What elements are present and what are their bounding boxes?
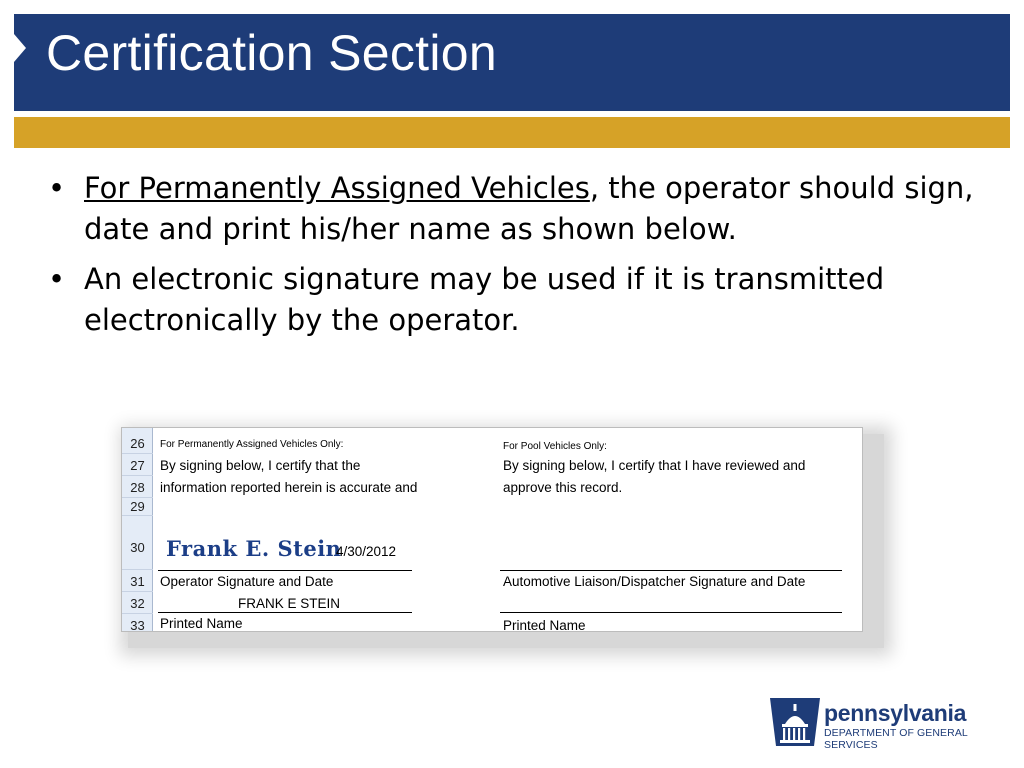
dispatcher-signature-line [500,570,842,571]
bullet-text: An electronic signature may be used if it is transmitted electronically by the operator. [84,262,885,337]
slide-title: Certification Section [46,25,497,81]
accent-bar [14,117,1010,148]
logo-wordmark: pennsylvania [824,700,967,726]
bullet-list [46,168,996,350]
left-certify-line1: By signing below, I certify that the [160,458,361,473]
row-number: 31 [122,571,153,592]
row-number: 27 [122,455,153,476]
right-printed-name-line [500,612,842,613]
bullet-item-electronic-signature [46,259,996,341]
row-number: 26 [122,434,153,454]
bullet-text: , the operator should sign, date and print his/her name as shown below. [84,171,974,246]
row-number: 32 [122,593,153,614]
operator-signature: Frank E. Stein [166,536,342,561]
bullet-dot: • [48,262,66,296]
certification-form-image [121,427,863,632]
left-certify-line2: information reported herein is accurate and [160,480,418,495]
bullet-dot: • [48,171,66,205]
right-heading: For Pool Vehicles Only: [503,441,607,452]
printed-name-line [158,612,412,613]
left-heading: For Permanently Assigned Vehicles Only: [160,439,344,450]
row-number: 29 [122,498,153,516]
printed-name-value: FRANK E STEIN [238,596,341,611]
dispatcher-signature-label: Automotive Liaison/Dispatcher Signature and Date [503,574,806,589]
row-number: 28 [122,477,153,498]
title-notch-arrow [14,34,26,62]
right-certify-line2: approve this record. [503,480,623,495]
row-number: 30 [122,517,153,570]
operator-signature-label: Operator Signature and Date [160,574,334,589]
bullet-item-permanent-vehicles [46,168,996,250]
bullet-underlined-text: For Permanently Assigned Vehicles [84,171,590,205]
right-printed-name-label: Printed Name [503,618,586,632]
signature-date: 4/30/2012 [336,544,397,559]
left-printed-name-label: Printed Name [160,616,243,631]
operator-signature-line [158,570,412,571]
row-number-column [122,428,153,631]
row-number: 33 [122,615,153,632]
right-certify-line1: By signing below, I certify that I have reviewed and [503,458,806,473]
logo-subtitle: DEPARTMENT OF GENERAL SERVICES [824,727,968,751]
